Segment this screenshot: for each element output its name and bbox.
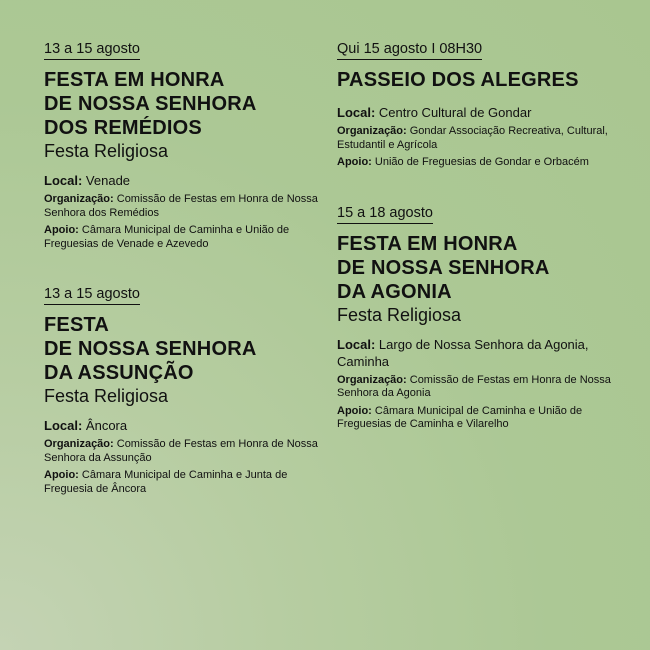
organizacao-label: Organização: (337, 373, 407, 386)
event-date: Qui 15 agosto I 08H30 (337, 40, 482, 60)
event-organizacao (44, 193, 319, 220)
organizacao-value: Comissão de Festas em Honra de Nossa Senhora da Assunção (44, 438, 318, 464)
event-apoio (337, 405, 627, 432)
apoio-value: Câmara Municipal de Caminha e União de Freguesias de Caminha e Vilarelho (337, 404, 583, 430)
local-value: Largo de Nossa Senhora da Agonia, Caminha (337, 336, 589, 369)
event-date: 13 a 15 agosto (44, 40, 140, 60)
event-subtitle: Festa Religiosa (44, 386, 169, 406)
apoio-label: Apoio: (337, 404, 372, 417)
organizacao-label: Organização: (44, 438, 114, 450)
apoio-value: Câmara Municipal de Caminha e União de Freguesias de Venade e Azevedo (44, 224, 290, 250)
event-subtitle: Festa Religiosa (337, 304, 462, 325)
event-title: FESTA EM HONRA DE NOSSA SENHORA DA AGONIA (337, 232, 550, 303)
organizacao-value: Gondar Associação Recreativa, Cultural, Estudantil e Agrícola (337, 125, 608, 151)
apoio-label: Apoio: (44, 469, 79, 481)
event-assuncao (44, 285, 319, 496)
event-apoio (337, 156, 627, 170)
organizacao-value: Comissão de Festas em Honra de Nossa Senhora da Agonia (337, 373, 611, 399)
local-value: Âncora (85, 418, 128, 433)
event-passeio (337, 40, 627, 170)
event-date: 13 a 15 agosto (44, 285, 140, 305)
event-local (337, 104, 627, 121)
event-local (44, 172, 319, 189)
local-label: Local: (337, 336, 376, 352)
event-apoio (44, 224, 319, 251)
local-value: Venade (85, 173, 131, 188)
event-title: PASSEIO DOS ALEGRES (337, 69, 579, 91)
event-local (337, 336, 627, 370)
event-title: FESTA DE NOSSA SENHORA DA ASSUNÇÃO (44, 314, 257, 384)
apoio-value: Câmara Municipal de Caminha e Junta de Freguesia de Âncora (44, 469, 288, 495)
right-column (337, 40, 627, 436)
event-remedios (44, 40, 319, 251)
event-local (44, 417, 319, 434)
apoio-label: Apoio: (337, 156, 372, 168)
local-label: Local: (337, 105, 376, 120)
organizacao-label: Organização: (337, 125, 407, 137)
event-apoio (44, 469, 319, 496)
event-subtitle: Festa Religiosa (44, 141, 169, 161)
event-organizacao (337, 125, 627, 152)
local-label: Local: (44, 173, 83, 188)
event-agonia (337, 204, 627, 432)
organizacao-value: Comissão de Festas em Honra de Nossa Senhora dos Remédios (44, 193, 318, 219)
organizacao-label: Organização: (44, 193, 114, 205)
event-organizacao (337, 374, 627, 401)
event-title: FESTA EM HONRA DE NOSSA SENHORA DOS REMÉDIOS (44, 69, 257, 139)
local-value: Centro Cultural de Gondar (378, 105, 532, 120)
local-label: Local: (44, 418, 83, 433)
event-date: 15 a 18 agosto (337, 204, 433, 224)
apoio-label: Apoio: (44, 224, 79, 236)
left-column (44, 40, 319, 500)
event-organizacao (44, 438, 319, 465)
apoio-value: União de Freguesias de Gondar e Orbacém (374, 156, 589, 168)
